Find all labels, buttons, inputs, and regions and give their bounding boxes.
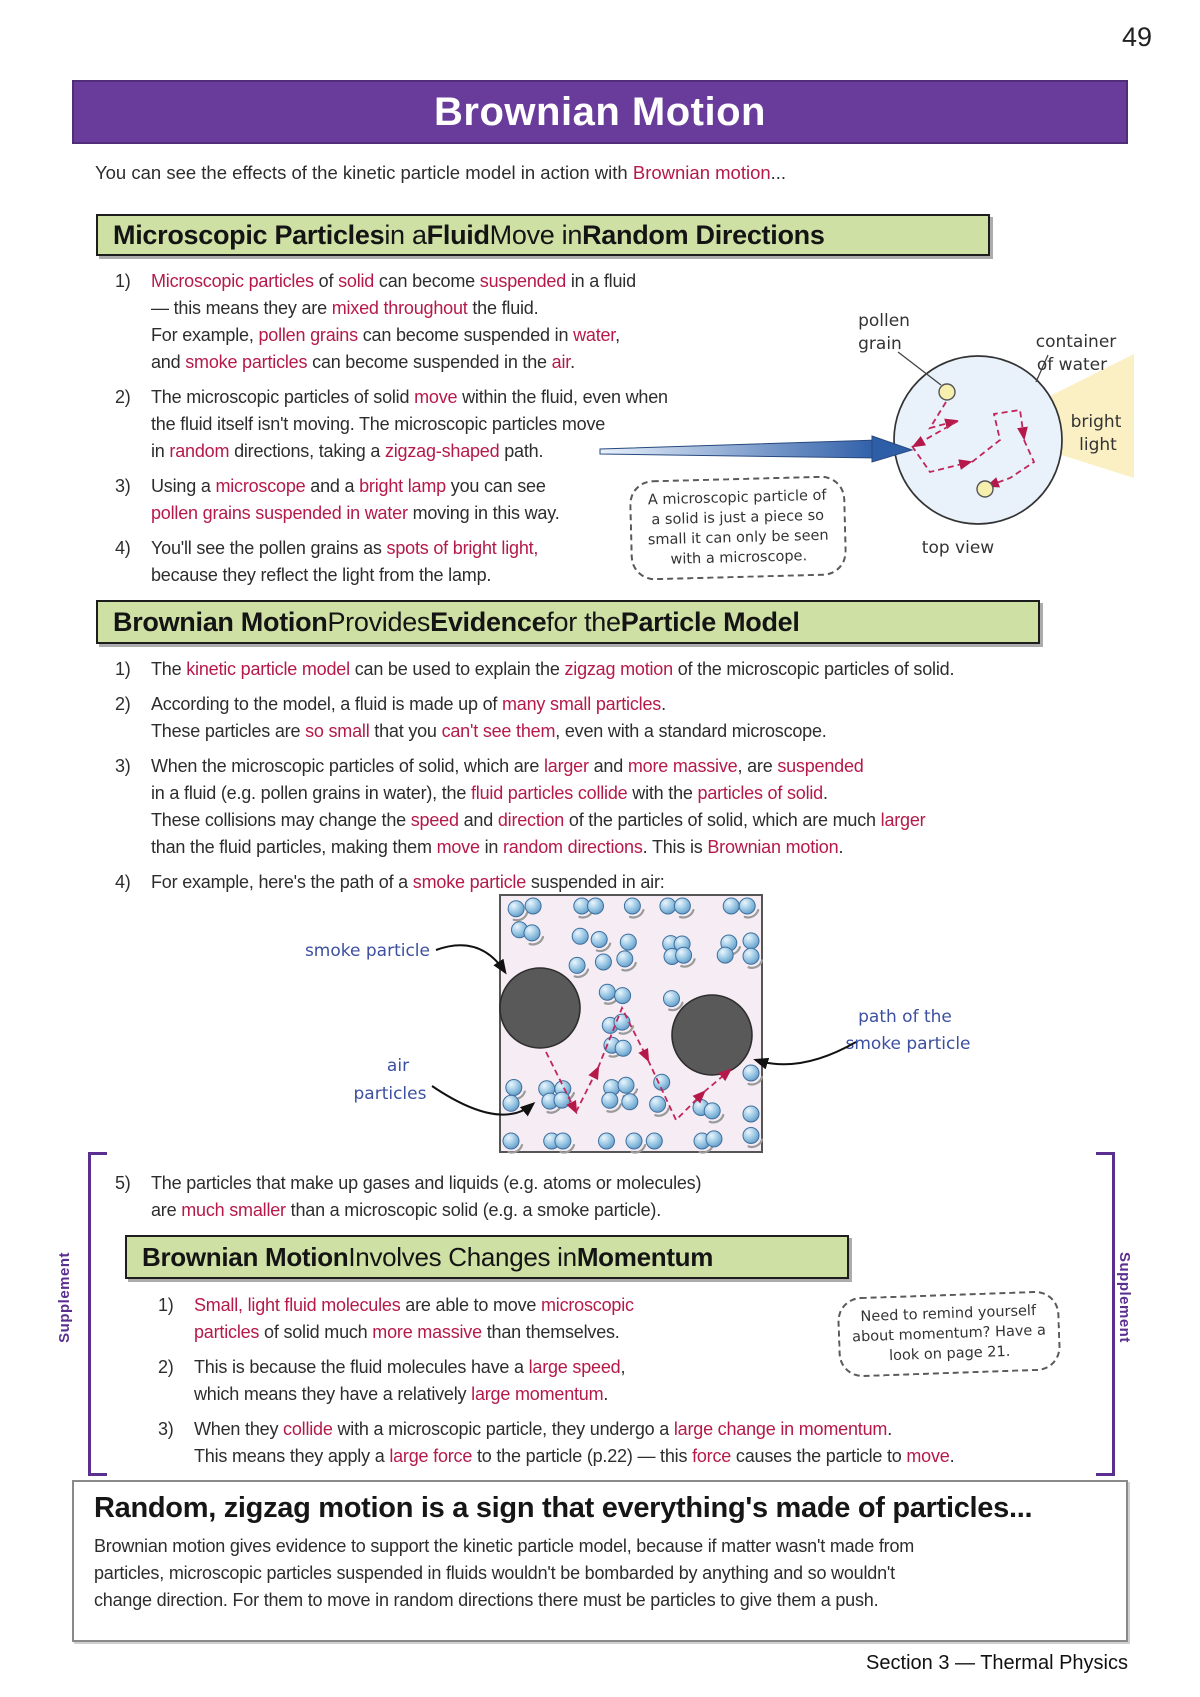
item-text: The particles that make up gases and liquids (e.g. atoms or molecules) are much smaller than a microscopic solid (e.g. a smoke particle).	[151, 1173, 702, 1220]
item-text: You'll see the pollen grains as spots of bright light, because they reflect the light from the lamp.	[151, 538, 539, 585]
pollen-grain-label: grain	[858, 334, 902, 354]
air-particle	[555, 1133, 571, 1149]
list-item	[115, 691, 1105, 745]
summary-title: Random, zigzag motion is a sign that everything's made of particles...	[94, 1492, 1033, 1524]
air-particle	[615, 988, 631, 1004]
smoke-particle-diagram	[260, 885, 980, 1175]
item-number: 3)	[115, 476, 131, 496]
air-particle	[624, 898, 640, 914]
supplement-label-left: Supplement	[56, 1252, 73, 1343]
item-number: 3)	[115, 756, 131, 776]
path-of-smoke-label: smoke particle	[845, 1034, 971, 1054]
air-particle	[664, 991, 680, 1007]
air-particle	[572, 928, 588, 944]
air-particle	[503, 1095, 519, 1111]
air-particle	[618, 1077, 634, 1093]
pointer-arrow	[600, 436, 912, 462]
air-particle	[650, 1096, 666, 1112]
pollen-grain-label: pollen	[858, 311, 910, 331]
air-particle	[743, 1106, 759, 1122]
pollen-grain-dot	[939, 384, 955, 400]
item-text: When the microscopic particles of solid, which are larger and more massive, are suspended in a fluid (e.g. pollen grains in water), the fluid particles collide with the particles of solid. These collisions may change the speed and direction of the particles of solid, which are much larger than the fluid particles, making them move in random directions. This is Brownian motion.	[151, 756, 926, 857]
item-text: The microscopic particles of solid move within the fluid, even when the fluid itself isn't moving. The microscopic particles move in random directions, taking a zigzag-shaped path.	[151, 387, 668, 461]
item-number: 1)	[115, 659, 131, 679]
air-particle	[676, 947, 692, 963]
item-text: The kinetic particle model can be used to explain the zigzag motion of the microscopic particles of solid.	[151, 659, 955, 679]
microscope-note: A microscopic particle of a solid is just a piece so small it can only be seen with a microscope.	[629, 475, 848, 581]
item-number: 2)	[158, 1357, 174, 1377]
page-title-banner	[72, 80, 1128, 144]
smoke-particle-label: smoke particle	[304, 941, 430, 961]
container-of-water-label: of water	[1036, 355, 1108, 375]
page-title: Brownian Motion	[434, 89, 766, 134]
air-particle	[660, 898, 676, 914]
air-particle	[503, 1133, 519, 1149]
air-particle	[706, 1131, 722, 1147]
path-of-smoke-label: path of the	[858, 1007, 952, 1027]
air-particle	[743, 948, 759, 964]
air-particle	[615, 1040, 631, 1056]
section2-list	[115, 656, 1105, 904]
smoke-particle-circle	[672, 995, 752, 1075]
item-number: 4)	[115, 872, 131, 892]
item-number: 5)	[115, 1173, 131, 1193]
air-particle	[599, 984, 615, 1000]
item-text: When they collide with a microscopic particle, they undergo a large change in momentum. This means they apply a large force to the particle (p.22) — this force causes the particle to move.	[194, 1419, 955, 1466]
air-particle	[646, 1133, 662, 1149]
smoke-label-arrow	[436, 945, 505, 972]
item-number: 1)	[115, 271, 131, 291]
air-particle	[743, 1065, 759, 1081]
air-particle	[506, 1080, 522, 1096]
air-particle	[602, 1092, 618, 1108]
air-particle	[743, 1128, 759, 1144]
section2-item5	[115, 1170, 915, 1232]
item-text: Using a microscope and a bright lamp you can see pollen grains suspended in water moving in this way.	[151, 476, 560, 523]
summary-body: Brownian motion gives evidence to support the kinetic particle model, because if matter wasn't made from particles, microscopic particles suspended in fluids wouldn't be bombarded by anything and so wouldn't change direction. For them to move in random directions there must be particles to give them a push.	[94, 1536, 915, 1610]
air-particle	[591, 932, 607, 948]
intro-text: You can see the effects of the kinetic particle model in action with Brownian motion...	[95, 162, 787, 183]
container-of-water-label: container	[1035, 332, 1117, 352]
top-view-caption: top view	[921, 538, 995, 558]
pollen-grain-dot	[977, 481, 993, 497]
air-particle	[743, 933, 759, 949]
supplement-label-right: Supplement	[1116, 1252, 1133, 1343]
air-particle	[599, 1133, 615, 1149]
section-heading-evidence: Brownian Motion Provides Evidence for the Particle Model	[96, 600, 1040, 644]
item-number: 2)	[115, 387, 131, 407]
bright-light-label: bright	[1070, 412, 1122, 432]
air-particle	[508, 901, 524, 917]
air-particle	[554, 1092, 570, 1108]
air-particle	[569, 957, 585, 973]
air-particle	[674, 898, 690, 914]
list-item	[115, 753, 1105, 861]
air-particle	[626, 1133, 642, 1149]
item-text: This is because the fluid molecules have a large speed, which means they have a relatively large momentum.	[194, 1357, 626, 1404]
bright-light-label: light	[1079, 435, 1117, 455]
air-particle	[622, 1094, 638, 1110]
air-particles-label: particles	[353, 1084, 427, 1104]
section-heading-momentum: Brownian Motion Involves Changes in Momentum	[125, 1235, 849, 1279]
supplement-bracket-left	[88, 1152, 107, 1476]
summary-box	[72, 1480, 1128, 1642]
item-number: 2)	[115, 694, 131, 714]
section-heading-microscopic-particles: Microscopic Particles in a Fluid Move in Random Directions	[96, 214, 990, 256]
item-text: Small, light fluid molecules are able to move microscopic particles of solid much more massive than themselves.	[194, 1295, 634, 1342]
air-particle	[524, 925, 540, 941]
item-number: 3)	[158, 1419, 174, 1439]
air-particle	[525, 898, 541, 914]
air-particle	[588, 898, 604, 914]
air-particle	[723, 898, 739, 914]
page-number: 49	[1121, 22, 1152, 52]
air-particles-label: air	[386, 1056, 410, 1076]
supplement-bracket-right	[1096, 1152, 1115, 1476]
air-particle	[620, 934, 636, 950]
item-number: 1)	[158, 1295, 174, 1315]
air-particle	[739, 898, 755, 914]
air-particle	[717, 947, 733, 963]
section-footer: Section 3 — Thermal Physics	[866, 1652, 1128, 1674]
list-item	[115, 1170, 915, 1224]
air-particle	[614, 1014, 630, 1030]
air-particle	[704, 1103, 720, 1119]
list-item	[115, 656, 1105, 683]
smoke-particle-circle	[500, 968, 580, 1048]
item-text: Microscopic particles of solid can become suspended in a fluid — this means they are mixed throughout the fluid. For example, pollen grains can become suspended in water, and smoke particles can become suspended in the air.	[151, 271, 636, 372]
item-text: For example, here's the path of a smoke particle suspended in air:	[151, 872, 665, 892]
item-number: 4)	[115, 538, 131, 558]
list-item	[158, 1416, 1058, 1470]
item-text: According to the model, a fluid is made up of many small particles. These particles are so small that you can't see them, even with a standard microscope.	[151, 694, 827, 741]
momentum-reminder-note: Need to remind yourself about momentum? Have a look on page 21.	[837, 1290, 1062, 1378]
path-label-arrow	[756, 1042, 856, 1064]
air-particle	[617, 951, 633, 967]
air-particle	[595, 954, 611, 970]
